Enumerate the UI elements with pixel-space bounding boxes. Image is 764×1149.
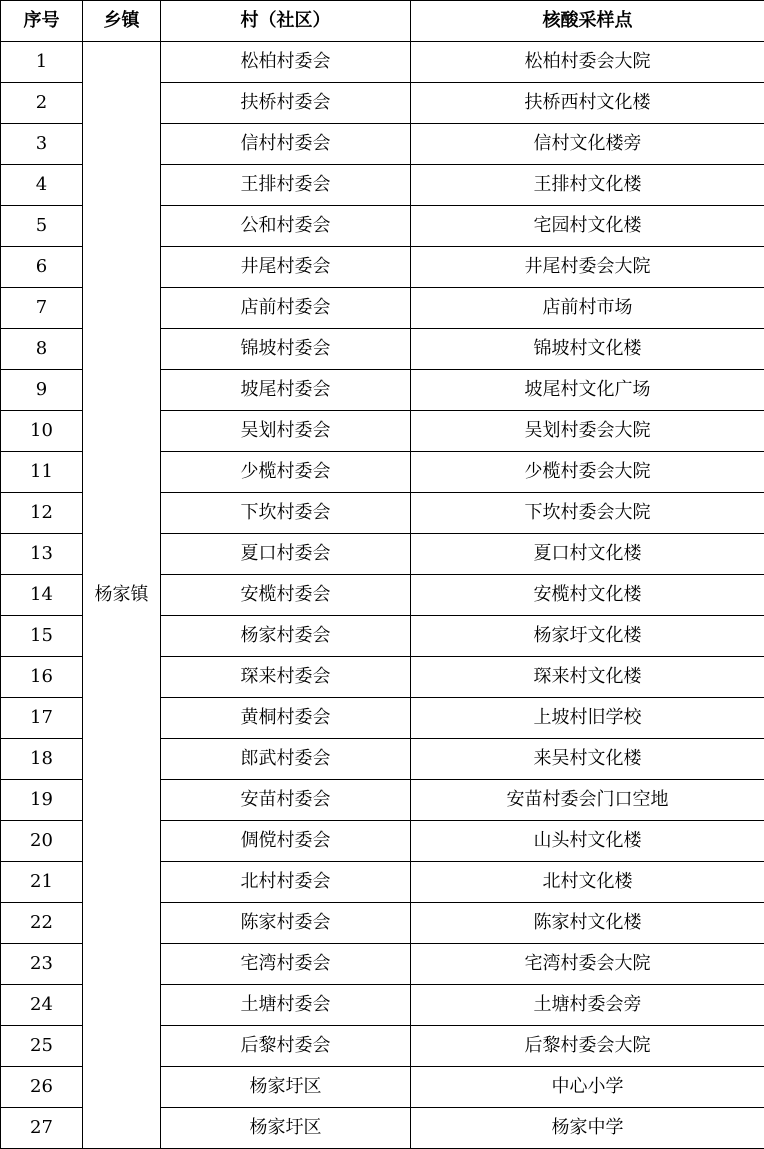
table-body: [1, 42, 764, 1149]
village-cell: 夏口村委会: [161, 534, 411, 575]
sampling-site-cell: 中心小学: [411, 1067, 764, 1108]
sampling-site-cell: 来吴村文化楼: [411, 739, 764, 780]
village-cell: 扶桥村委会: [161, 83, 411, 124]
village-cell: 坡尾村委会: [161, 370, 411, 411]
row-number: 16: [1, 657, 83, 698]
sampling-site-cell: 宅湾村委会大院: [411, 944, 764, 985]
village-cell: 杨家圩区: [161, 1108, 411, 1149]
sampling-site-cell: 坡尾村文化广场: [411, 370, 764, 411]
sampling-site-cell: 少榄村委会大院: [411, 452, 764, 493]
sampling-site-cell: 安苗村委会门口空地: [411, 780, 764, 821]
village-cell: 安榄村委会: [161, 575, 411, 616]
row-number: 20: [1, 821, 83, 862]
header-village: 村（社区）: [161, 1, 411, 42]
row-number: 11: [1, 452, 83, 493]
village-cell: 锦坡村委会: [161, 329, 411, 370]
village-cell: 松柏村委会: [161, 42, 411, 83]
town-cell: 杨家镇: [83, 42, 161, 1149]
row-number: 6: [1, 247, 83, 288]
village-cell: 安苗村委会: [161, 780, 411, 821]
row-number: 5: [1, 206, 83, 247]
table-row: [1, 42, 764, 83]
sampling-site-cell: 扶桥西村文化楼: [411, 83, 764, 124]
sampling-site-cell: 店前村市场: [411, 288, 764, 329]
header-site: 核酸采样点: [411, 1, 764, 42]
sampling-site-cell: 琛来村文化楼: [411, 657, 764, 698]
village-cell: 少榄村委会: [161, 452, 411, 493]
row-number: 7: [1, 288, 83, 329]
village-cell: 黄桐村委会: [161, 698, 411, 739]
sampling-site-cell: 安榄村文化楼: [411, 575, 764, 616]
sampling-site-cell: 陈家村文化楼: [411, 903, 764, 944]
village-cell: 吴划村委会: [161, 411, 411, 452]
village-cell: 琛来村委会: [161, 657, 411, 698]
village-cell: 陈家村委会: [161, 903, 411, 944]
sampling-site-cell: 杨家圩文化楼: [411, 616, 764, 657]
row-number: 9: [1, 370, 83, 411]
village-cell: 信村村委会: [161, 124, 411, 165]
header-row: [1, 1, 764, 42]
sampling-site-cell: 后黎村委会大院: [411, 1026, 764, 1067]
village-cell: 后黎村委会: [161, 1026, 411, 1067]
row-number: 15: [1, 616, 83, 657]
village-cell: 倜傥村委会: [161, 821, 411, 862]
village-cell: 北村村委会: [161, 862, 411, 903]
sampling-site-cell: 土塘村委会旁: [411, 985, 764, 1026]
row-number: 10: [1, 411, 83, 452]
row-number: 17: [1, 698, 83, 739]
sampling-site-cell: 锦坡村文化楼: [411, 329, 764, 370]
sampling-site-cell: 井尾村委会大院: [411, 247, 764, 288]
sampling-site-cell: 信村文化楼旁: [411, 124, 764, 165]
row-number: 1: [1, 42, 83, 83]
sampling-site-cell: 宅园村文化楼: [411, 206, 764, 247]
sampling-site-cell: 夏口村文化楼: [411, 534, 764, 575]
sampling-site-cell: 下坎村委会大院: [411, 493, 764, 534]
village-cell: 郎武村委会: [161, 739, 411, 780]
row-number: 18: [1, 739, 83, 780]
row-number: 8: [1, 329, 83, 370]
sampling-site-cell: 上坡村旧学校: [411, 698, 764, 739]
village-cell: 王排村委会: [161, 165, 411, 206]
row-number: 27: [1, 1108, 83, 1149]
row-number: 21: [1, 862, 83, 903]
village-cell: 宅湾村委会: [161, 944, 411, 985]
village-cell: 杨家村委会: [161, 616, 411, 657]
row-number: 12: [1, 493, 83, 534]
row-number: 3: [1, 124, 83, 165]
header-town: 乡镇: [83, 1, 161, 42]
row-number: 22: [1, 903, 83, 944]
sampling-site-cell: 王排村文化楼: [411, 165, 764, 206]
row-number: 24: [1, 985, 83, 1026]
village-cell: 公和村委会: [161, 206, 411, 247]
village-cell: 店前村委会: [161, 288, 411, 329]
row-number: 19: [1, 780, 83, 821]
header-no: 序号: [1, 1, 83, 42]
village-cell: 杨家圩区: [161, 1067, 411, 1108]
village-cell: 下坎村委会: [161, 493, 411, 534]
row-number: 26: [1, 1067, 83, 1108]
sampling-site-cell: 松柏村委会大院: [411, 42, 764, 83]
village-cell: 土塘村委会: [161, 985, 411, 1026]
row-number: 14: [1, 575, 83, 616]
sampling-site-cell: 北村文化楼: [411, 862, 764, 903]
sampling-site-cell: 山头村文化楼: [411, 821, 764, 862]
row-number: 13: [1, 534, 83, 575]
village-cell: 井尾村委会: [161, 247, 411, 288]
row-number: 2: [1, 83, 83, 124]
row-number: 23: [1, 944, 83, 985]
sampling-site-cell: 杨家中学: [411, 1108, 764, 1149]
sampling-site-cell: 吴划村委会大院: [411, 411, 764, 452]
row-number: 4: [1, 165, 83, 206]
row-number: 25: [1, 1026, 83, 1067]
